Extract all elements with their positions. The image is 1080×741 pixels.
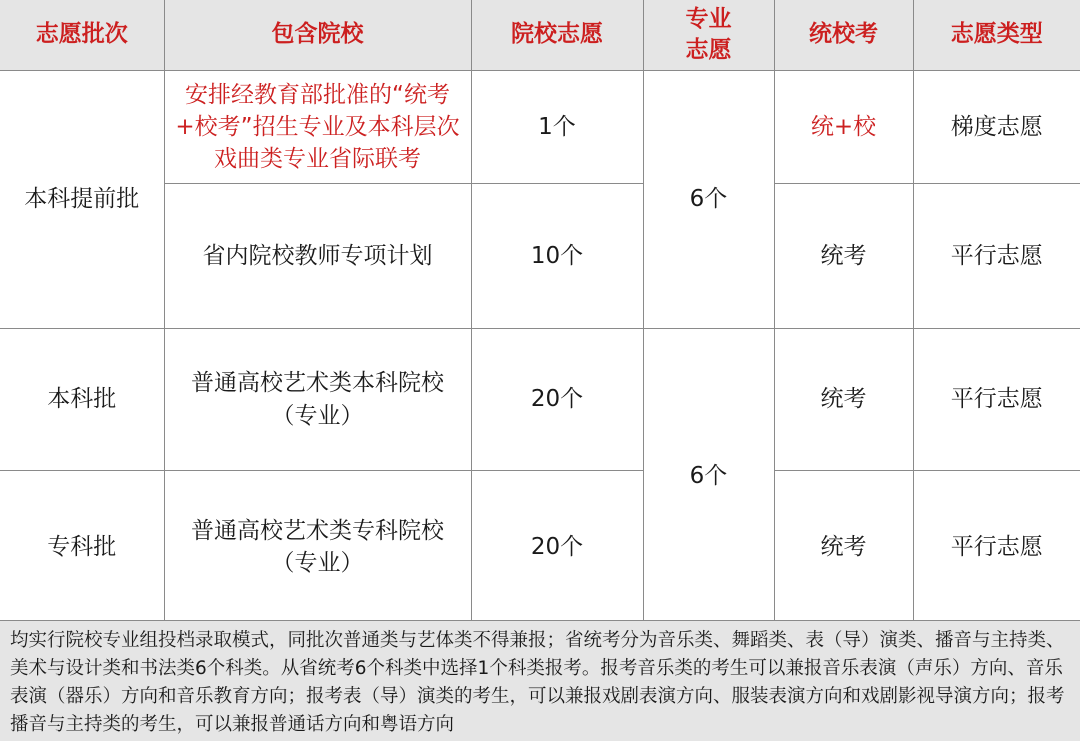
header-batch: 志愿批次 bbox=[0, 0, 164, 71]
volunteer-type-cell: 梯度志愿 bbox=[913, 71, 1080, 184]
header-volunteer-type: 志愿类型 bbox=[913, 0, 1080, 71]
table-row bbox=[0, 471, 1080, 624]
header-schools: 包含院校 bbox=[164, 0, 471, 71]
school-volunteer-cell: 20个 bbox=[471, 471, 643, 624]
header-major-volunteer: 专业 志愿 bbox=[643, 0, 774, 71]
school-cell: 普通高校艺术类专科院校（专业） bbox=[164, 471, 471, 624]
batch-cell: 本科提前批 bbox=[0, 71, 164, 329]
batch-cell: 本科批 bbox=[0, 329, 164, 471]
exam-cell: 统考 bbox=[774, 329, 913, 471]
table-row bbox=[0, 71, 1080, 184]
table-header-row bbox=[0, 0, 1080, 71]
school-cell: 省内院校教师专项计划 bbox=[164, 184, 471, 329]
major-volunteer-cell: 6个 bbox=[643, 71, 774, 329]
footnote: 均实行院校专业组投档录取模式，同批次普通类与艺体类不得兼报；省统考分为音乐类、舞蹈类、表（导）演类、播音与主持类、美术与设计类和书法类6个科类。从省统考6个科类中选择1个科类报考。报考音乐类的考生可以兼报音乐表演（声乐）方向、音乐表演（器乐）方向和音乐教育方向；报考表（导）演类的考生，可以兼报戏剧表演方向、服装表演方向和戏剧影视导演方向；报考播音与主持类的考生，可以兼报普通话方向和粤语方向 bbox=[0, 620, 1080, 741]
batch-cell: 专科批 bbox=[0, 471, 164, 624]
exam-cell: 统考 bbox=[774, 184, 913, 329]
major-volunteer-cell: 6个 bbox=[643, 329, 774, 624]
school-volunteer-cell: 1个 bbox=[471, 71, 643, 184]
school-cell: 普通高校艺术类本科院校（专业） bbox=[164, 329, 471, 471]
school-volunteer-cell: 10个 bbox=[471, 184, 643, 329]
volunteer-type-cell: 平行志愿 bbox=[913, 329, 1080, 471]
header-school-volunteer: 院校志愿 bbox=[471, 0, 643, 71]
table-row bbox=[0, 329, 1080, 471]
school-cell: 安排经教育部批准的“统考+校考”招生专业及本科层次戏曲类专业省际联考 bbox=[164, 71, 471, 184]
volunteer-type-cell: 平行志愿 bbox=[913, 184, 1080, 329]
header-exam: 统校考 bbox=[774, 0, 913, 71]
exam-cell: 统考 bbox=[774, 471, 913, 624]
exam-cell: 统+校 bbox=[774, 71, 913, 184]
school-volunteer-cell: 20个 bbox=[471, 329, 643, 471]
volunteer-type-cell: 平行志愿 bbox=[913, 471, 1080, 624]
